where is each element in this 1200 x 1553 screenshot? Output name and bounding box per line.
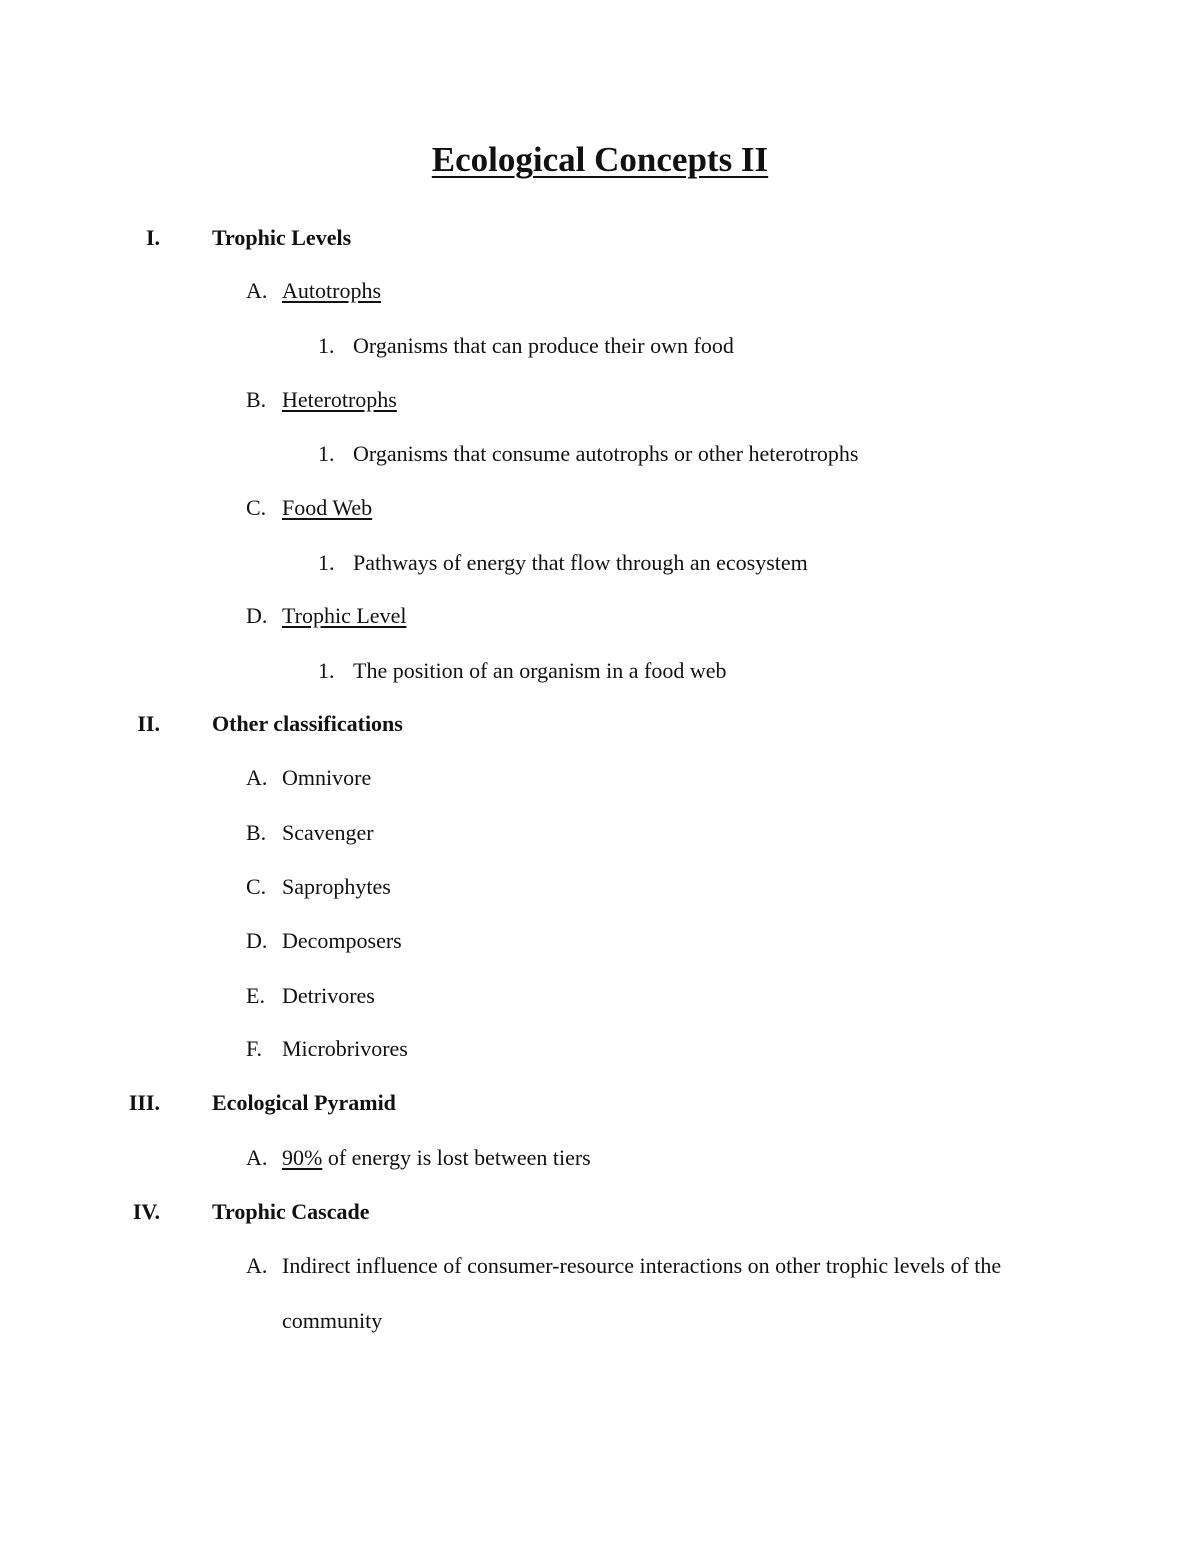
outline-item <box>246 602 407 630</box>
definition-item <box>318 657 727 685</box>
definition-text: Organisms that can produce their own food <box>353 333 734 358</box>
document-title: Ecological Concepts II <box>431 140 769 179</box>
item-text: Decomposers <box>282 928 402 953</box>
item-letter: C. <box>246 874 267 899</box>
item-text-rest: of energy is lost between tiers <box>322 1145 591 1170</box>
item-letter: D. <box>246 603 268 628</box>
section-heading <box>120 710 403 738</box>
outline-item <box>246 819 374 847</box>
definition-number: 1. <box>318 333 335 358</box>
item-letter: C. <box>246 495 267 520</box>
section-title: Ecological Pyramid <box>212 1090 396 1115</box>
section-numeral: I. <box>145 225 160 250</box>
definition-text: Organisms that consume autotrophs or other heterotrophs <box>353 441 859 466</box>
item-letter: F. <box>246 1036 262 1061</box>
outline-item <box>246 277 381 305</box>
outline-item <box>246 1035 408 1063</box>
outline-item <box>246 1144 591 1172</box>
item-letter: D. <box>246 928 268 953</box>
outline-item <box>246 494 373 522</box>
outline-item <box>246 982 375 1010</box>
section-heading <box>120 1089 396 1117</box>
section-numeral: IV. <box>132 1199 160 1224</box>
outline-item <box>246 764 372 792</box>
section-title: Trophic Levels <box>212 225 352 250</box>
item-text: Omnivore <box>282 765 372 790</box>
item-letter: B. <box>246 820 267 845</box>
outline-item <box>246 873 391 901</box>
item-text <box>282 1144 591 1172</box>
item-letter: B. <box>246 387 267 412</box>
definition-text: Pathways of energy that flow through an ecosystem <box>353 550 808 575</box>
item-letter: A. <box>246 1253 268 1278</box>
item-text: Microbrivores <box>282 1036 408 1061</box>
item-text: Saprophytes <box>282 874 391 899</box>
item-text: Detrivores <box>282 983 375 1008</box>
item-letter: A. <box>246 765 268 790</box>
item-letter: E. <box>246 983 265 1008</box>
definition-item <box>318 549 808 577</box>
outline-item <box>246 1252 1002 1280</box>
definition-number: 1. <box>318 550 335 575</box>
definition-number: 1. <box>318 658 335 683</box>
term-trophic-level: Trophic Level <box>282 603 407 628</box>
outline-item <box>246 386 397 414</box>
definition-item <box>318 440 859 468</box>
definition-text: The position of an organism in a food web <box>353 658 727 683</box>
section-title: Other classifications <box>212 711 403 736</box>
definition-item <box>318 332 734 360</box>
item-letter: A. <box>246 278 268 303</box>
section-numeral: III. <box>128 1090 160 1115</box>
term-food-web: Food Web <box>282 495 373 520</box>
definition-number: 1. <box>318 441 335 466</box>
section-heading <box>120 1198 370 1226</box>
highlight-percentage: 90% <box>282 1145 323 1170</box>
item-text: Scavenger <box>282 820 374 845</box>
term-heterotrophs: Heterotrophs <box>282 387 397 412</box>
outline-item <box>246 927 402 955</box>
item-text-continuation: community <box>282 1308 383 1333</box>
item-letter: A. <box>246 1145 268 1170</box>
section-title: Trophic Cascade <box>212 1199 370 1224</box>
item-text: Indirect influence of consumer-resource interactions on other trophic levels of the <box>282 1253 1002 1278</box>
section-heading <box>120 224 352 252</box>
term-autotrophs: Autotrophs <box>282 278 381 303</box>
section-numeral: II. <box>137 711 160 736</box>
